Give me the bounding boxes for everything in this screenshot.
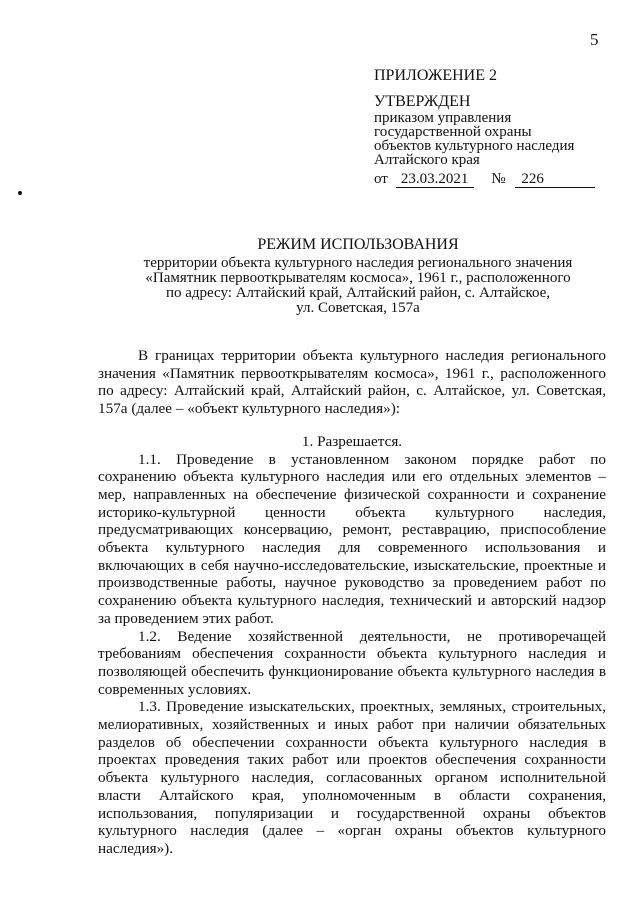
approval-line: государственной охраны — [374, 124, 532, 140]
from-label: от — [374, 171, 388, 187]
order-date-number-row — [374, 171, 624, 188]
page-number: 5 — [590, 30, 599, 49]
subtitle-line: территории объекта культурного наследия регионального значения — [143, 255, 573, 271]
order-number: 226 — [515, 171, 595, 188]
number-sign: № — [491, 171, 506, 187]
intro-paragraph: В границах территории объекта культурного наследия регионального значения «Памятник первооткрывателям космоса», 1961 г., расположенного по адресу: Алтайский край, Алтайский район, с. Алтайское, ул. Советская, 157а (далее – «объект культурного наследия»): — [98, 347, 606, 418]
subtitle-line: ул. Советская, 157а — [296, 300, 420, 316]
order-date: 23.03.2021 — [396, 171, 474, 188]
margin-dot — [18, 191, 22, 195]
list-item: 1.2. Ведение хозяйственной деятельности, не противоречащей требованиям обеспечения сохранности объекта культурного наследия и позволяющей обеспечить функционирование объекта культурного наследия в современных условиях. — [98, 627, 606, 698]
approval-line: объектов культурного наследия — [374, 138, 575, 154]
title-block — [98, 236, 618, 316]
list-item: 1.1. Проведение в установленном законом порядке работ по сохранению объекта культурного наследия или его отдельных элементов – мер, направленных на обеспечение физической сохранности и сохранение историко-культурной ценности объекта культурного наследия, предусматривающих консервацию, ремонт, реставрацию, приспособление объекта культурного наследия для современного использования и включающих в себя научно-исследовательские, изыскательские, проектные и производственные работы, научное руководство за проведением работ по сохранению объекта культурного наследия, технический и авторский надзор за проведением этих работ. — [98, 450, 606, 627]
approval-block — [374, 66, 624, 188]
approval-line: Алтайского края — [374, 152, 480, 168]
document-title: РЕЖИМ ИСПОЛЬЗОВАНИЯ — [257, 236, 459, 253]
approval-line: приказом управления — [374, 110, 512, 126]
section-heading: 1. Разрешается. — [301, 432, 403, 450]
list-item: 1.3. Проведение изыскательских, проектных, земляных, строительных, мелиоративных, хозяйственных и иных работ при наличии обязательных разделов об обеспечении сохранности объекта культурного наследия в проектах проведения таких работ или проектов обеспечения сохранности объекта культурного наследия, согласованных органом исполнительной власти Алтайского края, уполномоченным в области сохранения, использования, популяризации и государственной охраны объектов культурного наследия (далее – «орган охраны объектов культурного наследия»). — [98, 698, 606, 857]
appendix-label: ПРИЛОЖЕНИЕ 2 — [374, 67, 498, 84]
document-body — [98, 347, 606, 858]
approved-label: УТВЕРЖДЕН — [374, 93, 471, 110]
subtitle-line: по адресу: Алтайский край, Алтайский район, с. Алтайское, — [165, 285, 551, 301]
subtitle-line: «Памятник первооткрывателям космоса», 1961 г., расположенного — [145, 270, 571, 286]
